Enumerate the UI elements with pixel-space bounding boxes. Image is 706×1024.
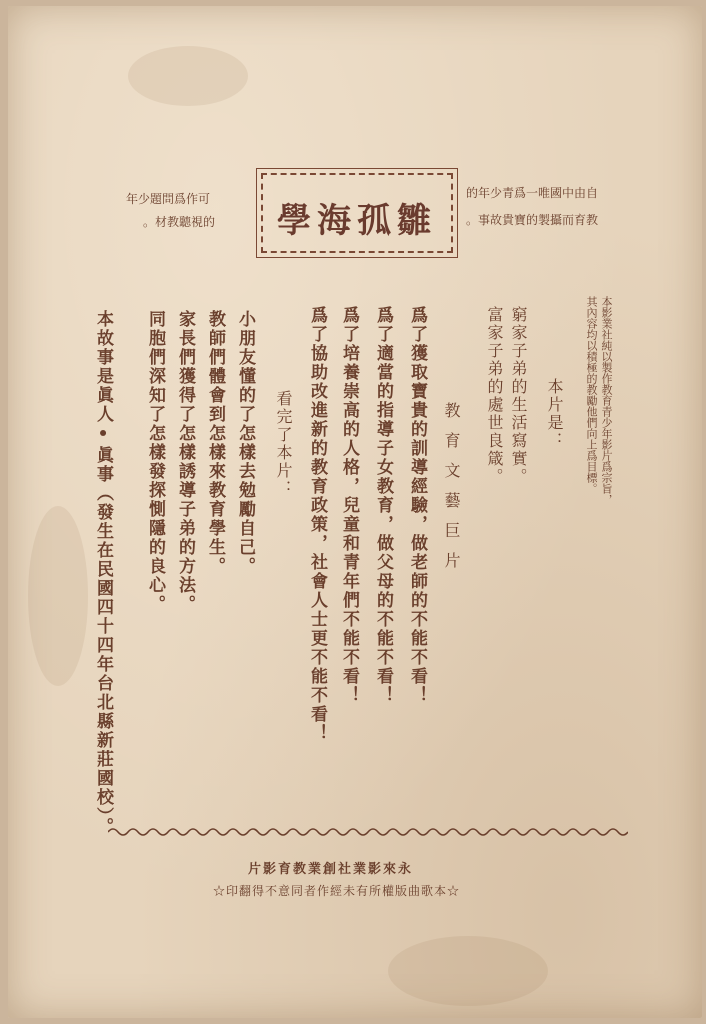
footer-company: 永來影業社創業教育影片 <box>248 862 414 877</box>
wavy-divider <box>108 824 628 840</box>
tagline-left-line-1: 可作爲問題少年 <box>126 192 211 206</box>
after-item-parents: 家長們獲得了怎樣誘導子弟的方法。 <box>175 310 195 614</box>
tagline-right-line-1: 自由中國唯一爲青少年的 <box>466 186 599 200</box>
paper-stain <box>128 46 248 106</box>
footer-copyright: ☆本歌曲版權所有未經作者同意不得翻印☆ <box>213 884 461 898</box>
paper-stain <box>388 936 548 1006</box>
after-item-teachers: 教師們體會到怎樣來教育學生。 <box>205 310 225 576</box>
poster-sheet <box>8 6 702 1018</box>
after-item-children: 小朋友懂的了怎樣去勉勵自己。 <box>235 310 255 576</box>
true-story-note: 本故事是眞人•眞事（發生在民國四十四年台北縣新莊國校）。 <box>93 310 113 837</box>
intro-lead: 本片是： <box>545 378 564 450</box>
intro-item-2: 富家子弟的處世良箴。 <box>485 306 504 486</box>
intro-item-1: 窮家子弟的生活寫實。 <box>509 306 528 486</box>
film-title: 學海孤雛 <box>277 201 437 241</box>
after-item-compatriots: 同胞們深知了怎樣發探惻隱的良心。 <box>145 310 165 614</box>
tagline-left-line-2: 的視聽教材。 <box>143 215 216 229</box>
reason-society: 爲了協助改進新的教育政策，社會人士更不能不看！ <box>307 306 327 743</box>
title-frame <box>261 173 453 253</box>
category-label: 教育文藝巨片 <box>442 402 461 582</box>
reason-teachers: 爲了獲取寶貴的訓導經驗，做老師的不能不看！ <box>407 306 427 705</box>
after-lead: 看完了本片： <box>274 390 293 498</box>
paper-stain <box>28 506 88 686</box>
notice-column-2: 其內容均以積極的教勵他們向上爲目標。 <box>585 296 598 494</box>
reason-parents: 爲了適當的指導子女教育，做父母的不能不看！ <box>373 306 393 705</box>
tagline-right-line-2: 教育而攝製的寶貴故事。 <box>466 213 599 227</box>
notice-column-1: 本影業社純以製作教育青少年影片爲宗旨， <box>600 296 613 505</box>
reason-youth: 爲了培養崇高的人格，兒童和青年們不能不看！ <box>339 306 359 705</box>
